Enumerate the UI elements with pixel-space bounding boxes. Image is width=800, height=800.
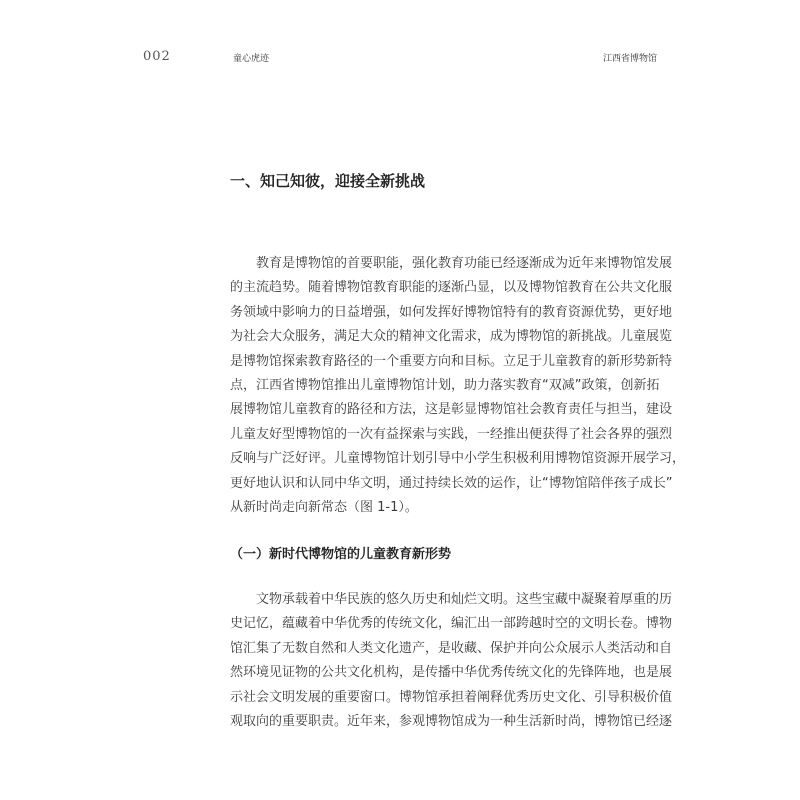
text-line: 史记忆，蕴藏着中华优秀的传统文化，编汇出一部跨越时空的文明长卷。博物 [230, 616, 673, 632]
subsection-heading: （一）新时代博物馆的儿童教育新形势 [230, 547, 452, 562]
text-line: 文物承载着中华民族的悠久历史和灿烂文明。这些宝藏中凝聚着厚重的历 [256, 592, 673, 607]
text-line: 务领域中影响力的日益增强，如何发挥好博物馆特有的教育资源优势，更好地 [230, 304, 673, 320]
text-line: 反响与广泛好评。儿童博物馆计划引导中小学生积极利用博物馆资源开展学习， [230, 451, 686, 467]
paragraph-2 [230, 588, 673, 734]
page-number: 002 [143, 49, 171, 64]
text-line: 观取向的重要职责。近年来，参观博物馆成为一种生活新时尚，博物馆已经逐 [230, 713, 673, 729]
text-line: 馆汇集了无数自然和人类文化遗产，是收藏、保护并向公众展示人类活动和自 [230, 640, 673, 656]
section-heading: 一、知己知彼，迎接全新挑战 [230, 172, 426, 190]
text-line: 是博物馆探索教育路径的一个重要方向和目标。立足于儿童教育的新形势新特 [230, 353, 673, 369]
paragraph-1 [230, 252, 686, 520]
running-title: 童心虎迹 [233, 54, 270, 64]
text-line: 从新时尚走向新常态（图 1-1）。 [230, 499, 418, 515]
text-line: 的主流趋势。随着博物馆教育职能的逐渐凸显，以及博物馆教育在公共文化服 [230, 280, 673, 296]
text-line: 点，江西省博物馆推出儿童博物馆计划，助力落实教育“双减”政策，创新拓 [230, 377, 660, 393]
text-line: 为社会大众服务，满足大众的精神文化需求，成为博物馆的新挑战。儿童展览 [230, 329, 673, 345]
text-line: 然环境见证物的公共文化机构，是传播中华优秀传统文化的先锋阵地，也是展 [230, 665, 673, 681]
text-line: 更好地认识和认同中华文明，通过持续长效的运作，让“博物馆陪伴孩子成长” [230, 475, 673, 491]
text-line: 教育是博物馆的首要职能，强化教育功能已经逐渐成为近年来博物馆发展 [256, 256, 673, 271]
institution-name: 江西省博物馆 [602, 54, 657, 64]
text-line: 展博物馆儿童教育的路径和方法，这是彰显博物馆社会教育责任与担当，建设 [230, 402, 673, 418]
text-line: 示社会文明发展的重要窗口。博物馆承担着阐释优秀历史文化、引导积极价值 [230, 689, 673, 705]
text-line: 儿童友好型博物馆的一次有益探索与实践，一经推出便获得了社会各界的强烈 [230, 426, 673, 442]
